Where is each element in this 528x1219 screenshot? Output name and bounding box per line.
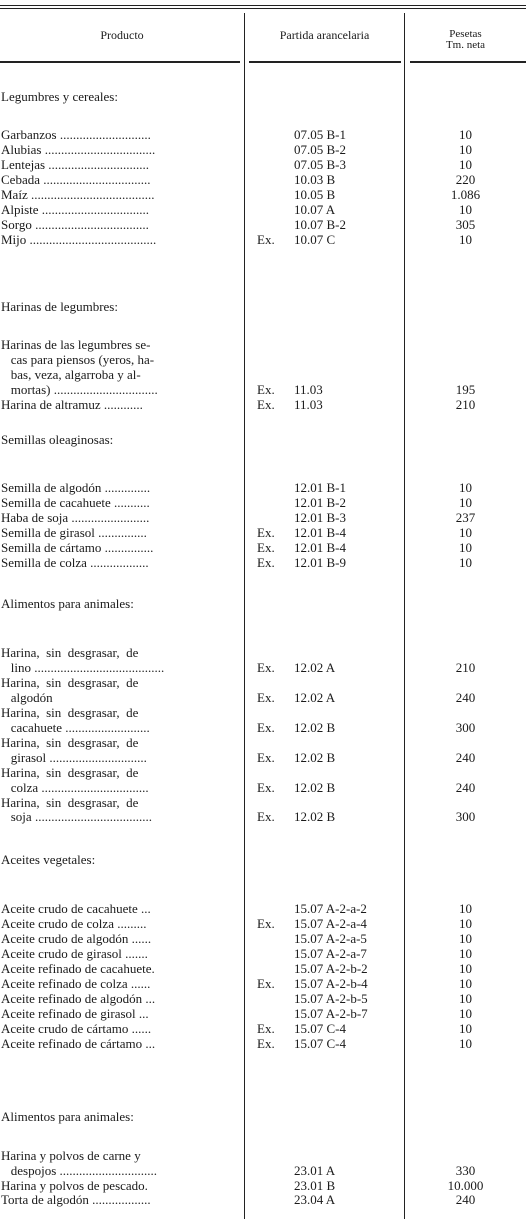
table-row xyxy=(0,932,528,946)
table-row xyxy=(0,368,528,382)
tariff-code-cell: 10.05 B xyxy=(294,187,336,202)
tariff-code-cell: 12.02 B xyxy=(294,779,336,795)
product-cell: Aceite crudo de algodón ...... xyxy=(1,932,152,946)
pesetas-cell: 305 xyxy=(455,217,476,232)
table-row xyxy=(0,977,528,991)
tariff-code-cell: 15.07 A-2-b-2 xyxy=(294,961,368,976)
pesetas-cell: 220 xyxy=(455,172,476,187)
tariff-code-cell: 07.05 B-2 xyxy=(294,142,346,157)
product-cell: colza ................................. xyxy=(1,780,149,795)
product-cell: Aceite refinado de cacahuete. xyxy=(1,962,155,976)
product-cell: Harina, sin desgrasar, de xyxy=(1,646,139,660)
table-row xyxy=(0,902,528,916)
product-cell: Semilla de cacahuete ........... xyxy=(1,496,150,510)
section-title: Harinas de legumbres: xyxy=(1,299,118,314)
table-row xyxy=(0,383,528,397)
pesetas-cell: 240 xyxy=(455,749,476,765)
table-row xyxy=(0,721,528,735)
product-cell: Semilla de algodón .............. xyxy=(1,481,151,495)
tariff-code-cell: 12.01 B-1 xyxy=(294,480,346,495)
product-cell: cas para piensos (yeros, ha- xyxy=(1,353,155,367)
product-cell: bas, veza, algarroba y al- xyxy=(1,368,141,382)
pesetas-cell: 10 xyxy=(459,946,472,961)
pesetas-cell: 10 xyxy=(459,1006,472,1021)
tariff-code-cell: 11.03 xyxy=(294,382,323,397)
product-cell: mortas) ................................ xyxy=(1,383,158,397)
table-row xyxy=(0,1164,528,1178)
table-row xyxy=(0,496,528,510)
pesetas-cell: 1.086 xyxy=(450,187,481,202)
product-cell: Harina y polvos de pescado. xyxy=(1,1178,148,1193)
pesetas-cell: 300 xyxy=(455,719,476,735)
table-row xyxy=(0,338,528,352)
product-cell: Mijo ....................................... xyxy=(1,233,157,247)
product-cell: Semilla de colza .................. xyxy=(1,556,149,570)
table-row xyxy=(0,526,528,540)
header-partida: Partida arancelaria xyxy=(279,28,370,42)
tariff-code-cell: 12.02 B xyxy=(294,809,336,825)
table-row xyxy=(0,511,528,525)
pesetas-cell: 10 xyxy=(459,976,472,991)
tariff-code-cell: 12.02 A xyxy=(294,689,336,705)
table-row xyxy=(0,158,528,172)
tariff-code-cell: 15.07 A-2-b-5 xyxy=(294,991,368,1006)
tariff-code-cell: 07.05 B-3 xyxy=(294,157,346,172)
tariff-code-cell: 12.01 B-2 xyxy=(294,495,346,510)
section-title: Alimentos para animales: xyxy=(1,1109,134,1124)
table-row xyxy=(0,947,528,961)
table-row xyxy=(0,691,528,705)
tariff-code-cell: 12.02 B xyxy=(294,719,336,735)
product-cell: Aceite refinado de colza ...... xyxy=(1,977,151,991)
pesetas-cell: 240 xyxy=(455,689,476,705)
header-pesetas-line-1: Pesetas xyxy=(449,28,482,40)
tariff-code-cell: 15.07 A-2-b-4 xyxy=(294,976,368,991)
product-cell: Garbanzos ............................ xyxy=(1,128,151,142)
product-cell: soja .................................... xyxy=(1,810,152,825)
tariff-code-cell: 15.07 A-2-a-4 xyxy=(294,916,367,931)
ex-prefix: Ex. xyxy=(257,916,275,931)
pesetas-cell: 195 xyxy=(455,382,476,397)
table-row xyxy=(0,173,528,187)
top-rule-1 xyxy=(0,5,526,6)
tariff-code-cell: 23.01 B xyxy=(294,1177,336,1193)
table-row xyxy=(0,1149,528,1163)
product-cell: Maíz ...................................... xyxy=(1,188,155,202)
pesetas-cell: 10 xyxy=(459,931,472,946)
header-pesetas-line-2: Tm. neta xyxy=(445,39,486,51)
pesetas-cell: 210 xyxy=(455,659,476,675)
ex-prefix: Ex. xyxy=(257,540,275,555)
product-cell: Harina, sin desgrasar, de xyxy=(1,795,139,810)
section-title: Semillas oleaginosas: xyxy=(1,432,114,447)
tariff-code-cell: 15.07 A-2-b-7 xyxy=(294,1006,368,1021)
ex-prefix: Ex. xyxy=(257,976,275,991)
pesetas-cell: 210 xyxy=(455,397,476,412)
table-row xyxy=(0,992,528,1006)
pesetas-cell: 10 xyxy=(459,540,472,555)
pesetas-cell: 10 xyxy=(459,961,472,976)
product-cell: girasol .............................. xyxy=(1,750,147,765)
product-cell: Aceite crudo de girasol ....... xyxy=(1,947,148,961)
product-cell: Aceite refinado de girasol ... xyxy=(1,1007,149,1021)
product-cell: cacahuete .......................... xyxy=(1,720,150,735)
product-cell: Harina, sin desgrasar, de xyxy=(1,765,139,780)
pesetas-cell: 10 xyxy=(459,991,472,1006)
header-pesetas xyxy=(405,29,526,51)
pesetas-cell: 10 xyxy=(459,525,472,540)
pesetas-cell: 10 xyxy=(459,916,472,931)
ex-prefix: Ex. xyxy=(257,779,275,795)
pesetas-cell: 10.000 xyxy=(447,1177,484,1193)
ex-prefix: Ex. xyxy=(257,382,275,397)
table-row xyxy=(0,766,528,780)
table-row xyxy=(0,481,528,495)
ex-prefix: Ex. xyxy=(257,525,275,540)
section-title: Legumbres y cereales: xyxy=(1,89,118,104)
pesetas-cell: 10 xyxy=(459,555,472,570)
product-cell: Harina, sin desgrasar, de xyxy=(1,735,139,750)
product-cell: Alpiste ................................. xyxy=(1,203,150,217)
product-cell: Harina de altramuz ............ xyxy=(1,398,143,412)
table-row xyxy=(0,1037,528,1051)
header-rule-3 xyxy=(410,61,526,63)
ex-prefix: Ex. xyxy=(257,689,275,705)
table-row xyxy=(0,751,528,765)
table-row xyxy=(0,353,528,367)
ex-prefix: Ex. xyxy=(257,1021,275,1036)
tariff-code-cell: 12.02 B xyxy=(294,749,336,765)
product-cell: Semilla de cártamo ............... xyxy=(1,541,154,555)
ex-prefix: Ex. xyxy=(257,659,275,675)
pesetas-cell: 10 xyxy=(459,495,472,510)
table-row xyxy=(0,706,528,720)
header-rule-1 xyxy=(0,61,240,63)
tariff-code-cell: 12.02 A xyxy=(294,659,336,675)
tariff-code-cell: 12.01 B-4 xyxy=(294,525,346,540)
ex-prefix: Ex. xyxy=(257,555,275,570)
pesetas-cell: 10 xyxy=(459,232,472,247)
tariff-code-cell: 15.07 C-4 xyxy=(294,1021,346,1036)
tariff-code-cell: 15.07 C-4 xyxy=(294,1036,346,1051)
pesetas-cell: 10 xyxy=(459,901,472,916)
pesetas-cell: 10 xyxy=(459,1036,472,1051)
pesetas-cell: 300 xyxy=(455,809,476,825)
pesetas-cell: 237 xyxy=(455,510,476,525)
header-rule-2 xyxy=(249,61,401,63)
table-row xyxy=(0,676,528,690)
tariff-code-cell: 10.07 B-2 xyxy=(294,217,346,232)
pesetas-cell: 10 xyxy=(459,480,472,495)
table-row xyxy=(0,203,528,217)
tariff-code-cell: 07.05 B-1 xyxy=(294,127,346,142)
table-row xyxy=(0,1022,528,1036)
product-cell: lino ........................................ xyxy=(1,660,165,675)
pesetas-cell: 10 xyxy=(459,202,472,217)
pesetas-cell: 10 xyxy=(459,142,472,157)
header-producto: Producto xyxy=(100,28,144,42)
table-row xyxy=(0,810,528,824)
product-cell: Alubias .................................. xyxy=(1,143,156,157)
table-row xyxy=(0,398,528,412)
table-row xyxy=(0,1007,528,1021)
product-cell: Semilla de girasol ............... xyxy=(1,526,147,540)
table-row xyxy=(0,188,528,202)
top-rule-2 xyxy=(0,8,526,9)
ex-prefix: Ex. xyxy=(257,809,275,825)
table-row xyxy=(0,781,528,795)
product-cell: Aceite crudo de colza ......... xyxy=(1,917,147,931)
table-row xyxy=(0,646,528,660)
product-cell: Harina y polvos de carne y xyxy=(1,1149,141,1163)
ex-prefix: Ex. xyxy=(257,1036,275,1051)
product-cell: Harina, sin desgrasar, de xyxy=(1,705,139,720)
tariff-code-cell: 12.01 B-9 xyxy=(294,555,346,570)
product-cell: Harina, sin desgrasar, de xyxy=(1,675,139,690)
product-cell: Sorgo ................................... xyxy=(1,218,149,232)
product-cell: Aceite crudo de cártamo ...... xyxy=(1,1022,152,1036)
pesetas-cell: 10 xyxy=(459,127,472,142)
section-title: Alimentos para animales: xyxy=(1,596,134,611)
product-cell: Aceite crudo de cacahuete ... xyxy=(1,902,151,916)
table-row xyxy=(0,1193,528,1207)
tariff-code-cell: 10.07 C xyxy=(294,232,336,247)
tariff-code-cell: 12.01 B-4 xyxy=(294,540,346,555)
pesetas-cell: 10 xyxy=(459,157,472,172)
tariff-code-cell: 15.07 A-2-a-2 xyxy=(294,901,367,916)
table-row xyxy=(0,541,528,555)
table-row xyxy=(0,128,528,142)
product-cell: Cebada ................................. xyxy=(1,173,151,187)
table-row xyxy=(0,218,528,232)
pesetas-cell: 330 xyxy=(455,1162,476,1178)
tariff-code-cell: 10.03 B xyxy=(294,172,336,187)
tariff-code-cell: 23.01 A xyxy=(294,1162,336,1178)
tariff-code-cell: 15.07 A-2-a-5 xyxy=(294,931,367,946)
product-cell: Harinas de las legumbres se- xyxy=(1,338,151,352)
section-title: Aceites vegetales: xyxy=(1,852,96,867)
product-cell: Aceite refinado de cártamo ... xyxy=(1,1037,156,1051)
product-cell: despojos .............................. xyxy=(1,1163,157,1178)
table-row xyxy=(0,736,528,750)
table-row xyxy=(0,143,528,157)
tariff-code-cell: 15.07 A-2-a-7 xyxy=(294,946,367,961)
pesetas-cell: 240 xyxy=(455,779,476,795)
pesetas-cell: 10 xyxy=(459,1021,472,1036)
ex-prefix: Ex. xyxy=(257,232,275,247)
product-cell: Haba de soja ........................ xyxy=(1,511,150,525)
tariff-code-cell: 10.07 A xyxy=(294,202,336,217)
ex-prefix: Ex. xyxy=(257,397,275,412)
product-cell: Aceite refinado de algodón ... xyxy=(1,992,156,1006)
table-row xyxy=(0,233,528,247)
table-row xyxy=(0,556,528,570)
pesetas-cell: 240 xyxy=(455,1192,476,1208)
table-row xyxy=(0,796,528,810)
tariff-code-cell: 12.01 B-3 xyxy=(294,510,346,525)
product-cell: Torta de algodón .................. xyxy=(1,1193,151,1208)
tariff-code-cell: 11.03 xyxy=(294,397,323,412)
product-cell: Lentejas ............................... xyxy=(1,158,150,172)
ex-prefix: Ex. xyxy=(257,719,275,735)
table-row xyxy=(0,917,528,931)
tariff-code-cell: 23.04 A xyxy=(294,1192,336,1208)
table-row xyxy=(0,661,528,675)
ex-prefix: Ex. xyxy=(257,749,275,765)
table-row xyxy=(0,1179,528,1193)
table-row xyxy=(0,962,528,976)
product-cell: algodón xyxy=(1,690,53,705)
